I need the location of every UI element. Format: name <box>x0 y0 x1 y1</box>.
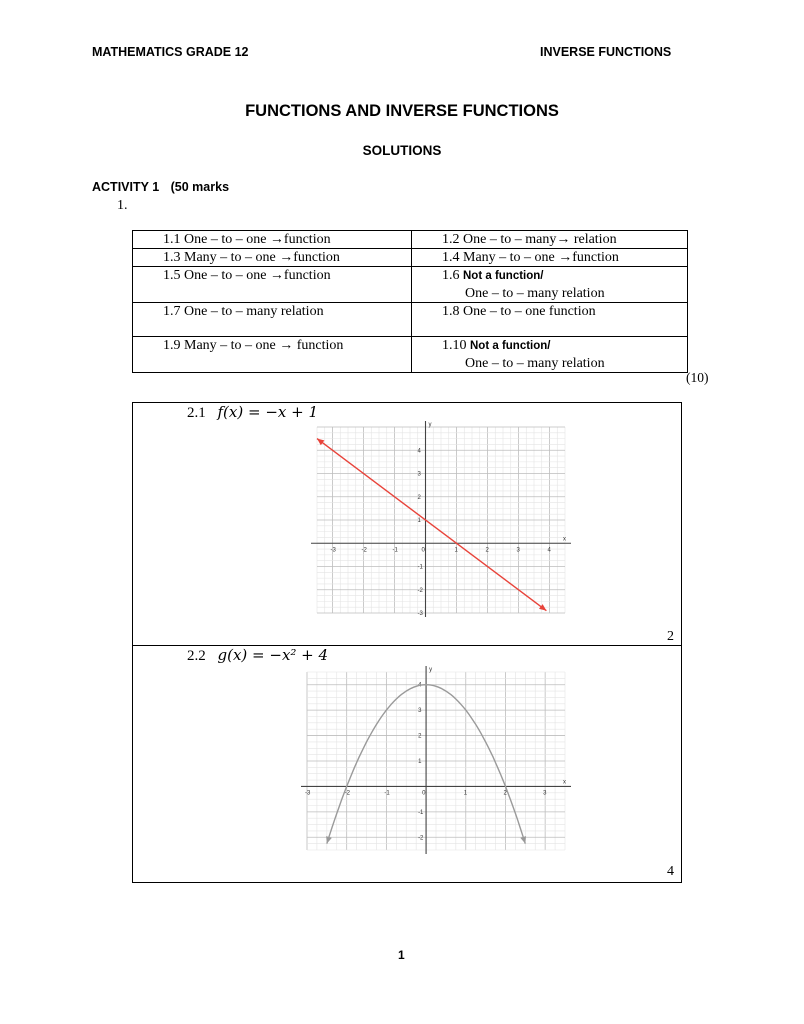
table-row <box>133 267 688 303</box>
series-line <box>317 439 546 611</box>
page-subtitle: SOLUTIONS <box>362 143 442 158</box>
table-cell: 1.8 One – to – one function <box>412 303 688 337</box>
y-tick-label: 4 <box>417 448 421 455</box>
activity-label: ACTIVITY 1 <box>92 180 160 194</box>
table-cell: 1.5 One – to – one →function <box>133 267 412 303</box>
x-tick-label: -1 <box>392 547 398 554</box>
answer-second-line: One – to – many relation <box>465 286 605 301</box>
x-tick-label: -3 <box>305 790 311 797</box>
question-2-2-box <box>132 644 682 883</box>
x-tick-label: 1 <box>454 547 458 554</box>
graph-f <box>303 415 573 617</box>
table-row <box>133 249 688 267</box>
table-cell: 1.7 One – to – many relation <box>133 303 412 337</box>
page-title: FUNCTIONS AND INVERSE FUNCTIONS <box>245 102 559 120</box>
y-tick-label: 2 <box>417 494 421 501</box>
not-a-function-label: Not a function/ <box>470 340 551 352</box>
table-total-marks: (10) <box>686 370 709 385</box>
table-cell <box>412 337 688 373</box>
not-a-function-label: Not a function/ <box>463 270 544 282</box>
table-row <box>133 303 688 337</box>
x-tick-label: 1 <box>463 790 468 797</box>
question-number: 2.1 <box>187 405 206 421</box>
table-row <box>133 231 688 249</box>
question-2-1-label <box>187 403 318 422</box>
table-cell: 1.4 Many – to – one →function <box>412 249 688 267</box>
x-tick-label: -2 <box>361 547 367 554</box>
graph-g <box>297 662 577 866</box>
equation: g(x) = −x² + 4 <box>217 646 329 664</box>
y-tick-label: -2 <box>418 835 424 842</box>
equation: f(x) = −x + 1 <box>217 403 318 421</box>
y-tick-label: 4 <box>418 682 422 689</box>
question-number: 2.2 <box>187 648 206 664</box>
y-tick-label: -1 <box>418 809 424 816</box>
table-cell: 1.1 One – to – one →function <box>133 231 412 249</box>
table-cell: 1.9 Many – to – one → function <box>133 337 412 373</box>
question-number: 1. <box>117 198 128 213</box>
activity-heading <box>92 180 229 194</box>
y-tick-label: 2 <box>418 733 422 740</box>
y-tick-label: -3 <box>417 611 423 617</box>
x-tick-label: 2 <box>503 790 507 797</box>
table-cell: 1.3 Many – to – one →function <box>133 249 412 267</box>
x-tick-label: 4 <box>547 547 551 554</box>
x-tick-label: -2 <box>344 790 351 797</box>
activity-table <box>132 230 688 373</box>
y-axis-label: y <box>428 422 432 428</box>
x-tick-label: 0 <box>421 547 425 554</box>
x-tick-label: 3 <box>516 547 520 554</box>
answer-prefix: 1.10 <box>442 338 470 353</box>
page-number: 1 <box>398 948 405 962</box>
marks-2-1: 2 <box>667 629 674 644</box>
x-tick-label: 3 <box>543 790 547 797</box>
y-tick-label: 1 <box>418 759 422 765</box>
x-tick-label: -3 <box>330 547 336 554</box>
question-2-1-box <box>132 402 682 646</box>
x-axis-label: x <box>563 779 566 786</box>
answer-prefix: 1.6 <box>442 268 463 283</box>
y-tick-label: -1 <box>417 564 423 571</box>
x-tick-label: -1 <box>384 790 390 797</box>
y-tick-label: 3 <box>418 708 422 715</box>
x-axis-label: x <box>563 536 566 543</box>
y-axis-label: y <box>429 667 433 673</box>
table-row <box>133 337 688 373</box>
answer-second-line: One – to – many relation <box>465 356 605 371</box>
table-cell <box>412 267 688 303</box>
y-tick-label: 1 <box>417 518 421 524</box>
marks-2-2: 4 <box>667 864 674 879</box>
header-right: INVERSE FUNCTIONS <box>540 45 672 59</box>
activity-marks: (50 marks <box>170 180 230 194</box>
header-left: MATHEMATICS GRADE 12 <box>92 45 249 59</box>
x-tick-label: 0 <box>422 790 426 797</box>
y-tick-label: 3 <box>417 471 421 478</box>
x-tick-label: 2 <box>485 547 489 554</box>
y-tick-label: -2 <box>417 587 423 594</box>
table-cell: 1.2 One – to – many→ relation <box>412 231 688 249</box>
